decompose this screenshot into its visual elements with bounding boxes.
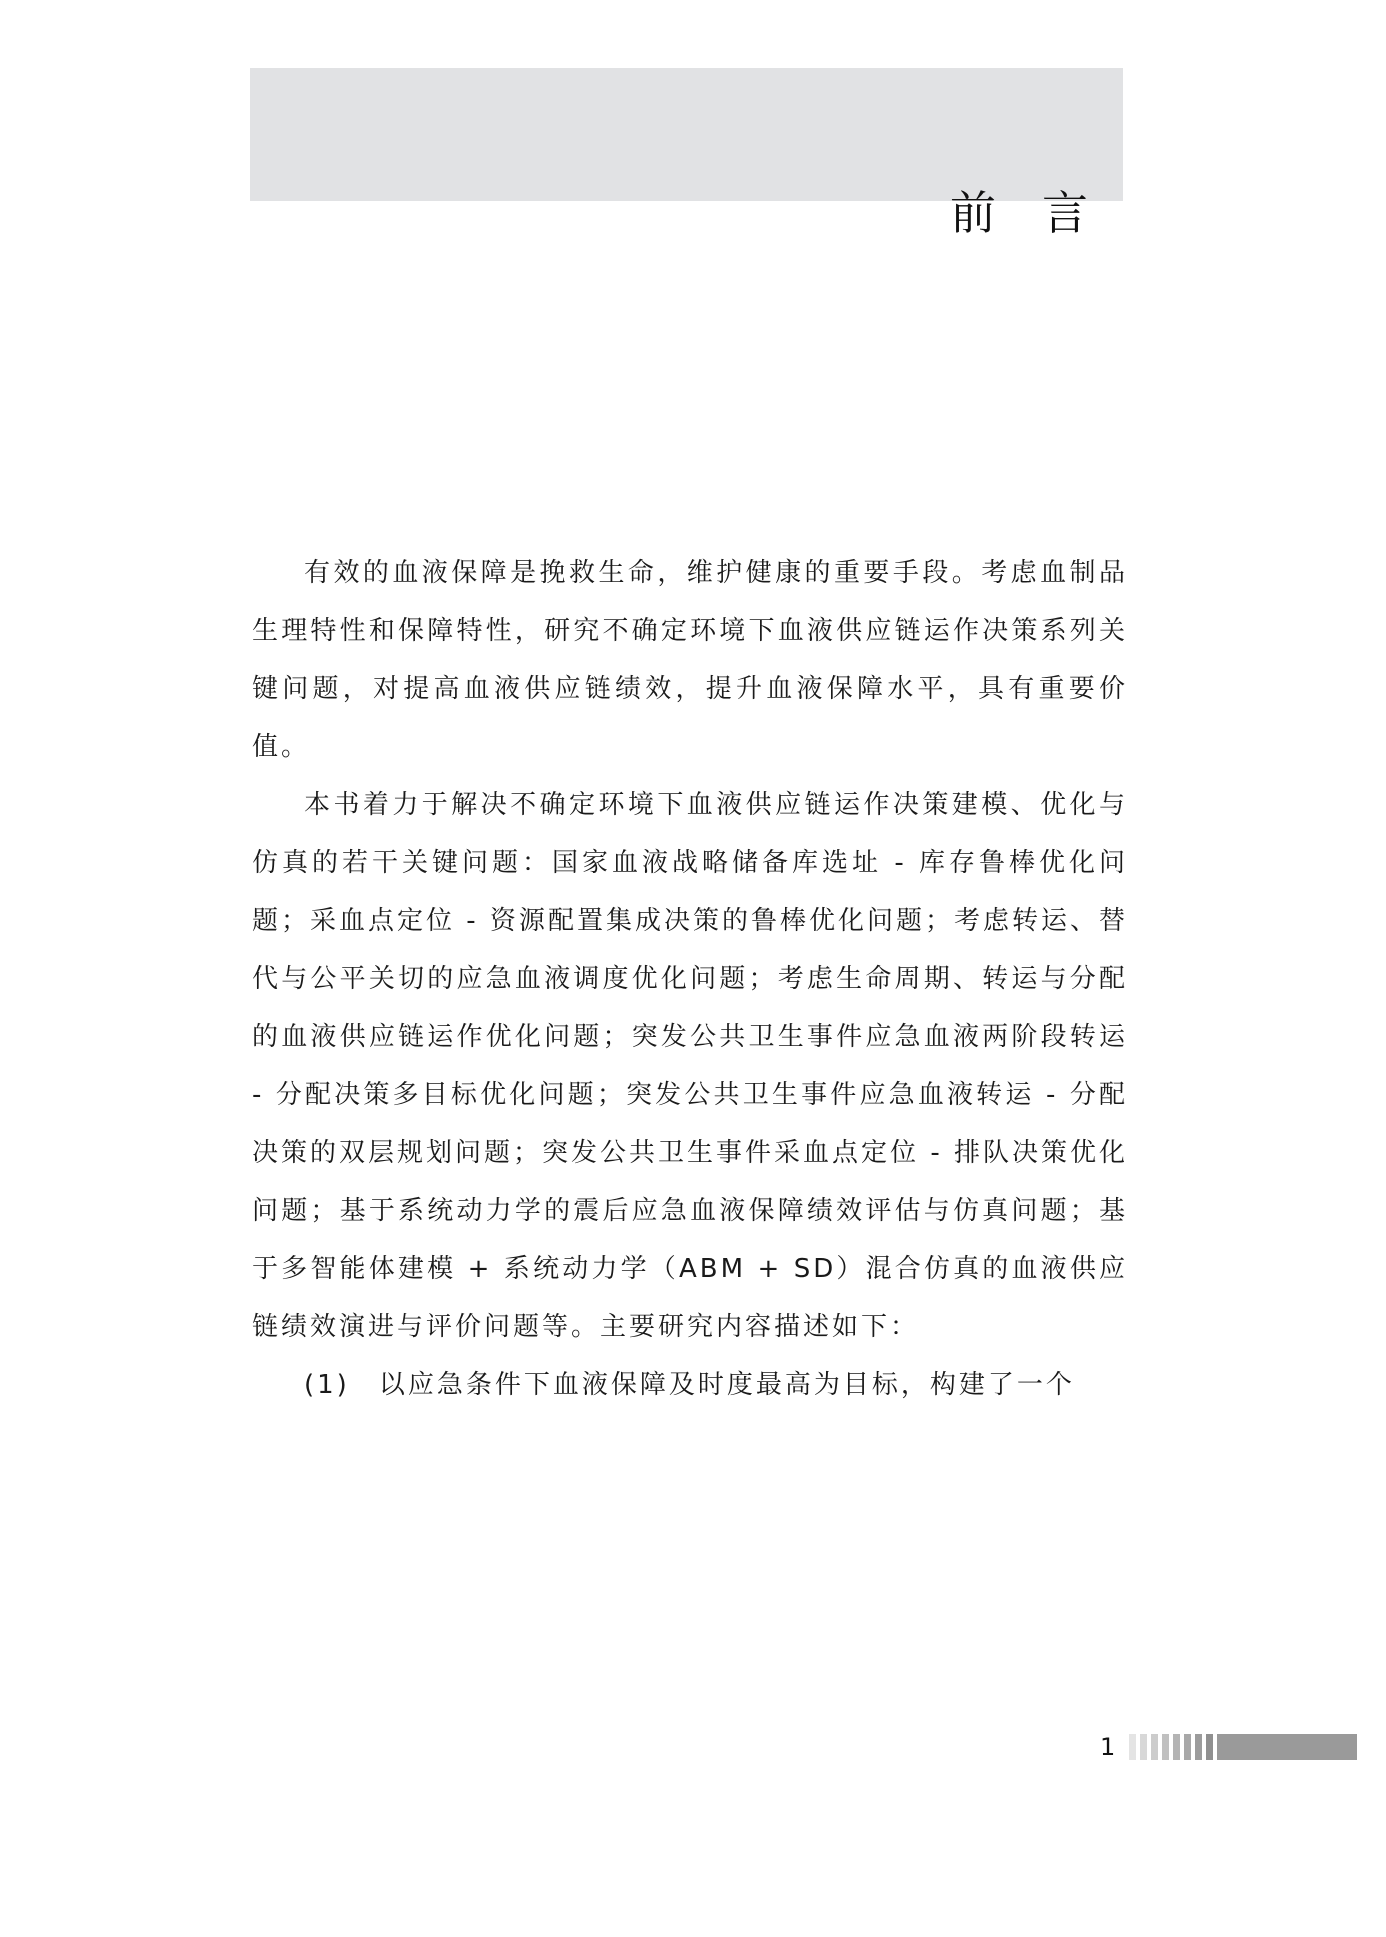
page-footer — [1100, 1733, 1357, 1761]
footer-tick — [1151, 1734, 1158, 1760]
paragraph-3: (1) 以应急条件下血液保障及时度最高为目标，构建了一个 — [304, 1370, 1075, 1400]
footer-bar — [1217, 1734, 1357, 1760]
chapter-title: 前言 — [950, 186, 1134, 240]
paragraph-1: 有效的血液保障是挽救生命，维护健康的重要手段。考虑血制品生理特性和保障特性，研究不确定环境下血液供应链运作决策系列关键问题，对提高血液供应链绩效，提升血液保障水平，具有重要价值。 — [252, 558, 1128, 762]
footer-tick — [1129, 1734, 1136, 1760]
footer-tick — [1173, 1734, 1180, 1760]
page-number: 1 — [1100, 1733, 1116, 1761]
chapter-header-band — [250, 68, 1123, 201]
footer-tick — [1162, 1734, 1169, 1760]
footer-tick — [1140, 1734, 1147, 1760]
footer-decoration — [1129, 1734, 1357, 1760]
footer-tick — [1195, 1734, 1202, 1760]
body-text — [252, 544, 1128, 1414]
paragraph-2: 本书着力于解决不确定环境下血液供应链运作决策建模、优化与仿真的若干关键问题：国家血液战略储备库选址 - 库存鲁棒优化问题；采血点定位 - 资源配置集成决策的鲁棒优化问题；考虑转运、替代与公平关切的应急血液调度优化问题；考虑生命周期、转运与分配的血液供应链运作优化问题；突发公共卫生事件应急血液两阶段转运 - 分配决策多目标优化问题；突发公共卫生事件应急血液转运 - 分配决策的双层规划问题；突发公共卫生事件采血点定位 - 排队决策优化问题；基于系统动力学的震后应急血液保障绩效评估与仿真问题；基于多智能体建模 + 系统动力学（ABM + SD）混合仿真的血液供应链绩效演进与评价问题等。主要研究内容描述如下： — [252, 790, 1128, 1342]
footer-tick — [1206, 1734, 1213, 1760]
footer-tick — [1184, 1734, 1191, 1760]
